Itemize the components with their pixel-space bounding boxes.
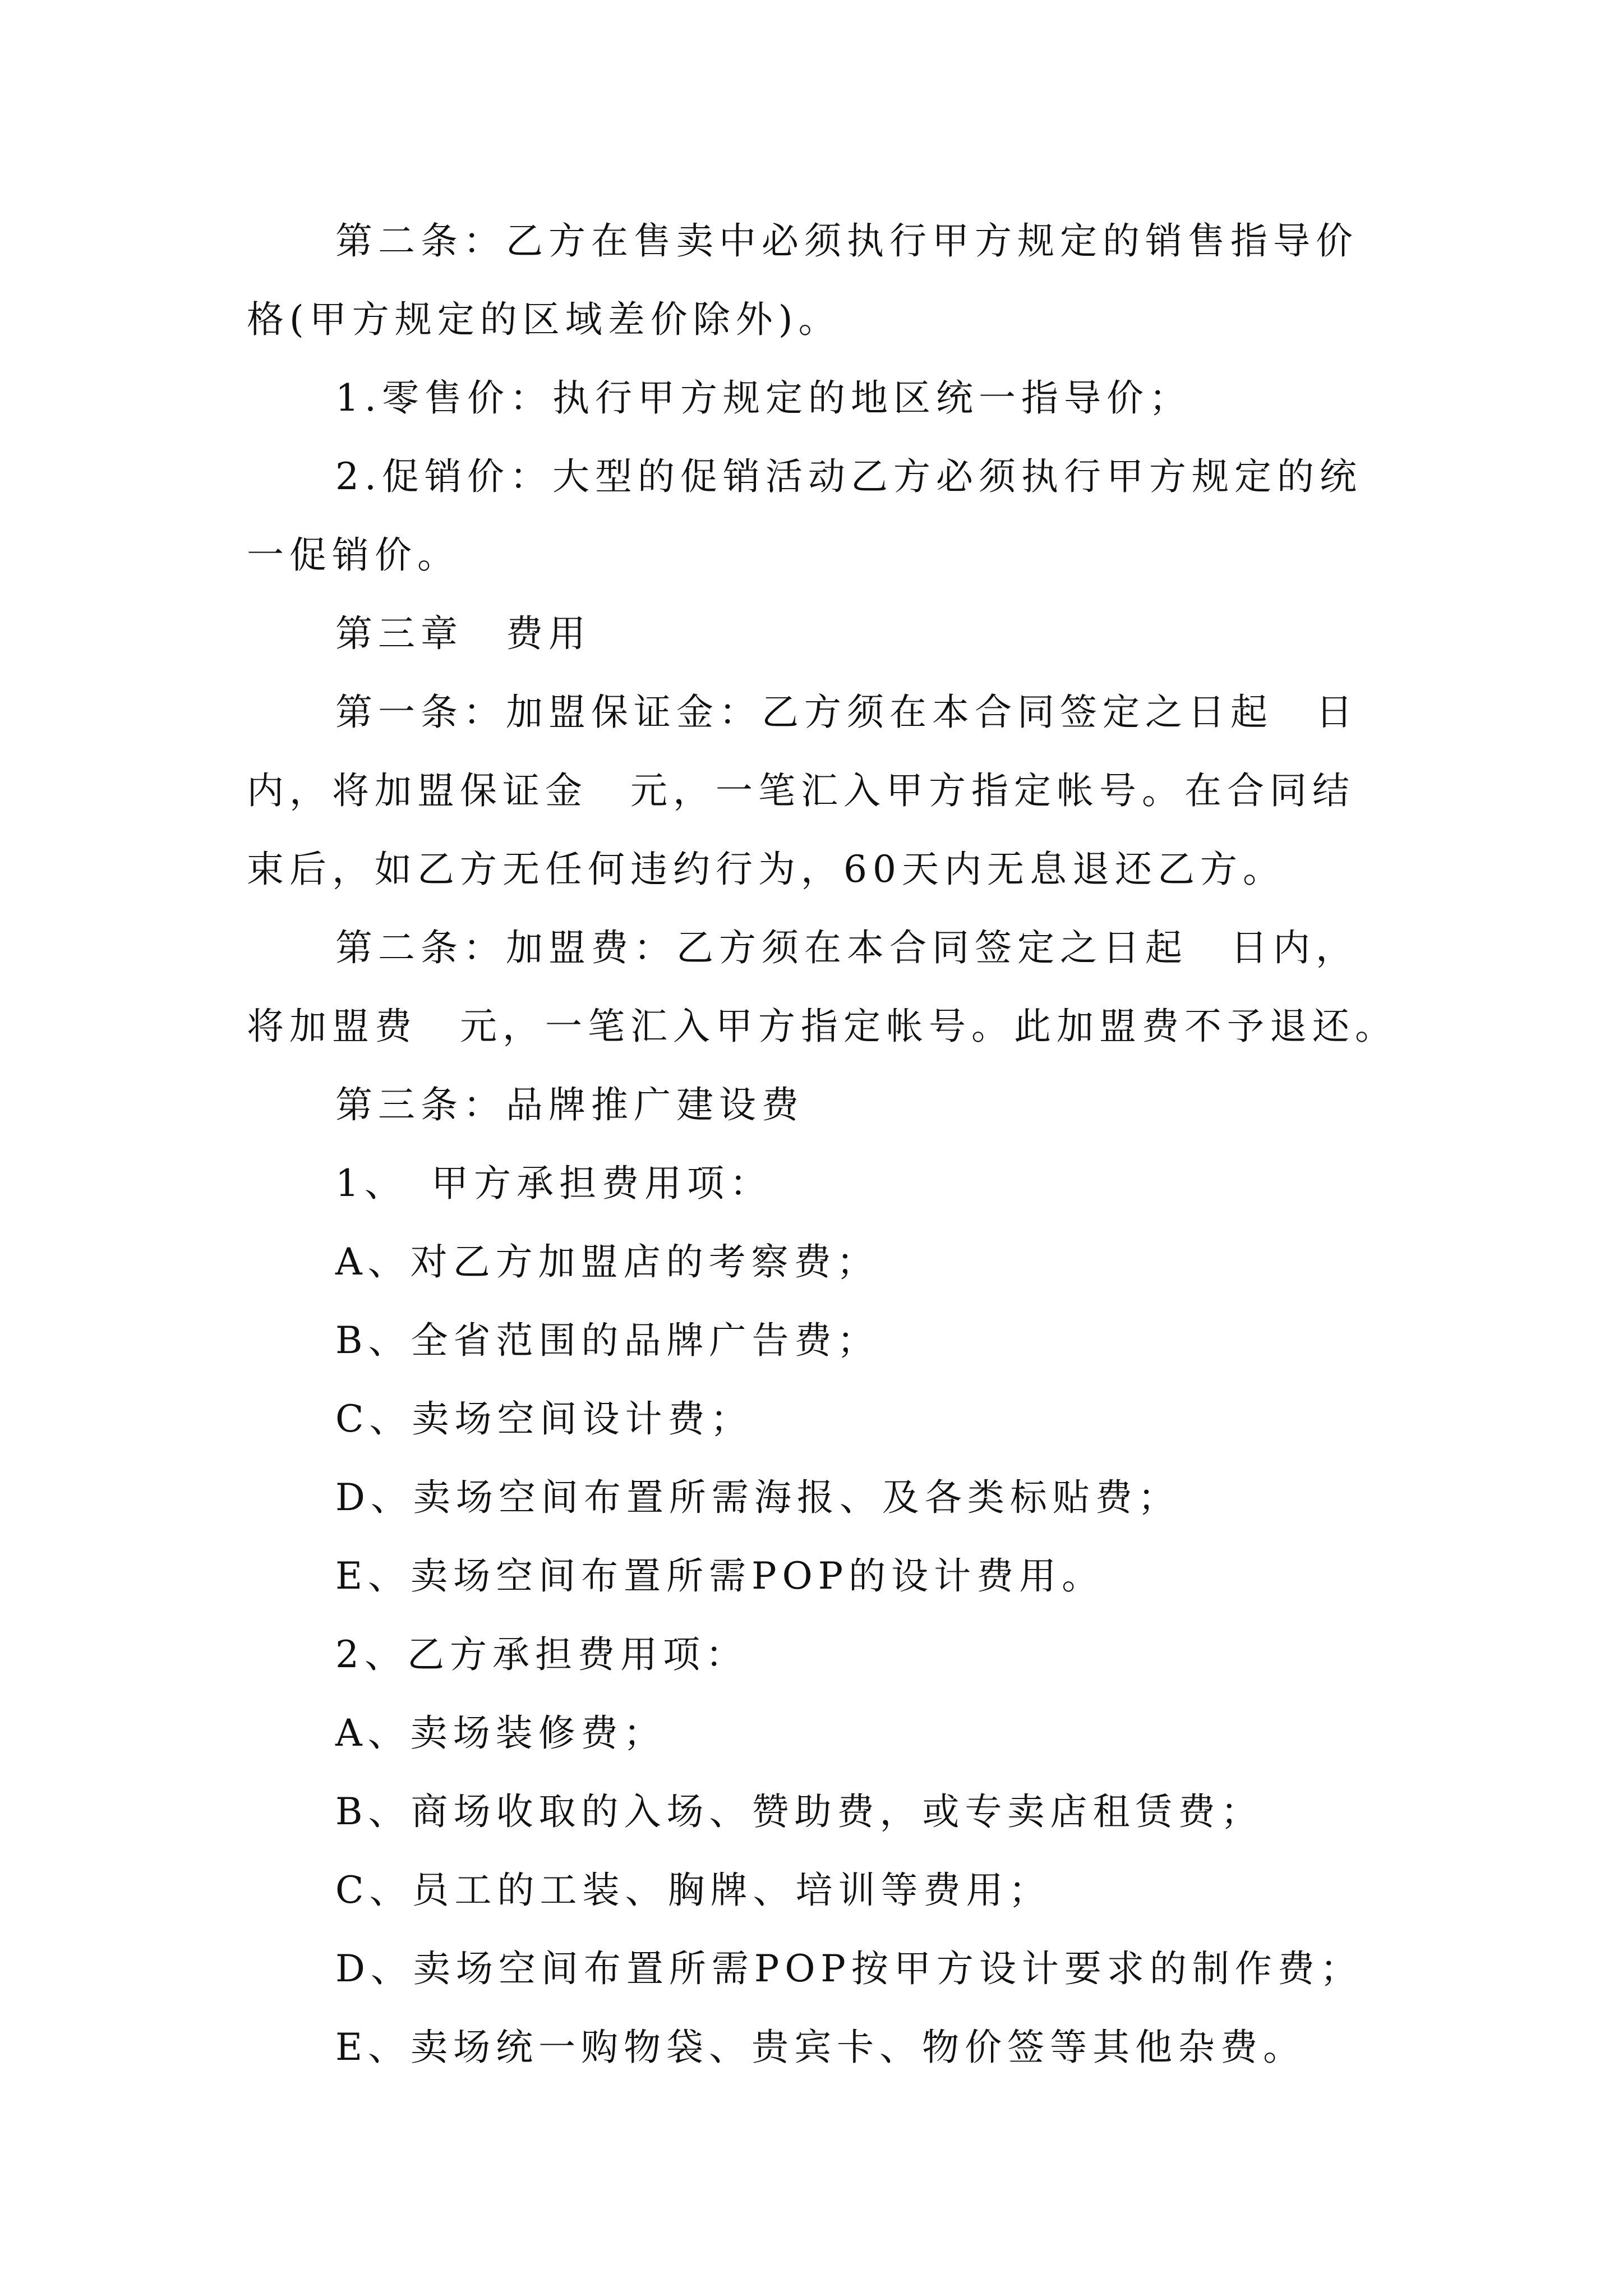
- paragraph-line: 一促销价。: [247, 533, 460, 577]
- paragraph-line: 第二条：乙方在售卖中必须执行甲方规定的销售指导价: [335, 219, 1358, 263]
- document-body: [247, 202, 1398, 2087]
- list-item: B、商场收取的入场、赞助费，或专卖店租赁费；: [335, 1790, 1264, 1833]
- paragraph-line: 2.促销价：大型的促销活动乙方必须执行甲方规定的统: [335, 455, 1362, 498]
- chapter-heading: 第三章 费用: [335, 612, 591, 655]
- paragraph-line: 内，将加盟保证金 元，一笔汇入甲方指定帐号。在合同结: [247, 769, 1355, 812]
- paragraph-line: 束后，如乙方无任何违约行为，60天内无息退还乙方。: [247, 848, 1285, 891]
- list-item: D、卖场空间布置所需海报、及各类标贴费；: [335, 1476, 1181, 1519]
- list-item: C、员工的工装、胸牌、培训等费用；: [335, 1869, 1052, 1912]
- list-item: E、卖场统一购物袋、贵宾卡、物价签等其他杂费。: [335, 2026, 1306, 2069]
- paragraph-line: 第二条：加盟费：乙方须在本合同签定之日起 日内，: [335, 926, 1358, 969]
- list-item: A、对乙方加盟店的考察费；: [335, 1240, 879, 1283]
- paragraph-line: 将加盟费 元，一笔汇入甲方指定帐号。此加盟费不予退还。: [247, 1005, 1398, 1048]
- list-item: D、卖场空间布置所需POP按甲方设计要求的制作费；: [335, 1947, 1363, 1990]
- list-item: B、全省范围的品牌广告费；: [335, 1319, 880, 1362]
- list-item: E、卖场空间布置所需POP的设计费用。: [335, 1554, 1105, 1598]
- paragraph-line: 格(甲方规定的区域差价除外)。: [247, 298, 841, 341]
- list-item: C、卖场空间设计费；: [335, 1397, 753, 1441]
- list-heading: 1、 甲方承担费用项：: [335, 1162, 772, 1205]
- list-item: A、卖场装修费；: [335, 1711, 666, 1755]
- paragraph-line: 第一条：加盟保证金：乙方须在本合同签定之日起 日: [335, 691, 1358, 734]
- paragraph-line: 1.零售价：执行甲方规定的地区统一指导价；: [335, 376, 1192, 420]
- article-heading: 第三条：品牌推广建设费: [335, 1083, 804, 1126]
- list-heading: 2、乙方承担费用项：: [335, 1633, 748, 1676]
